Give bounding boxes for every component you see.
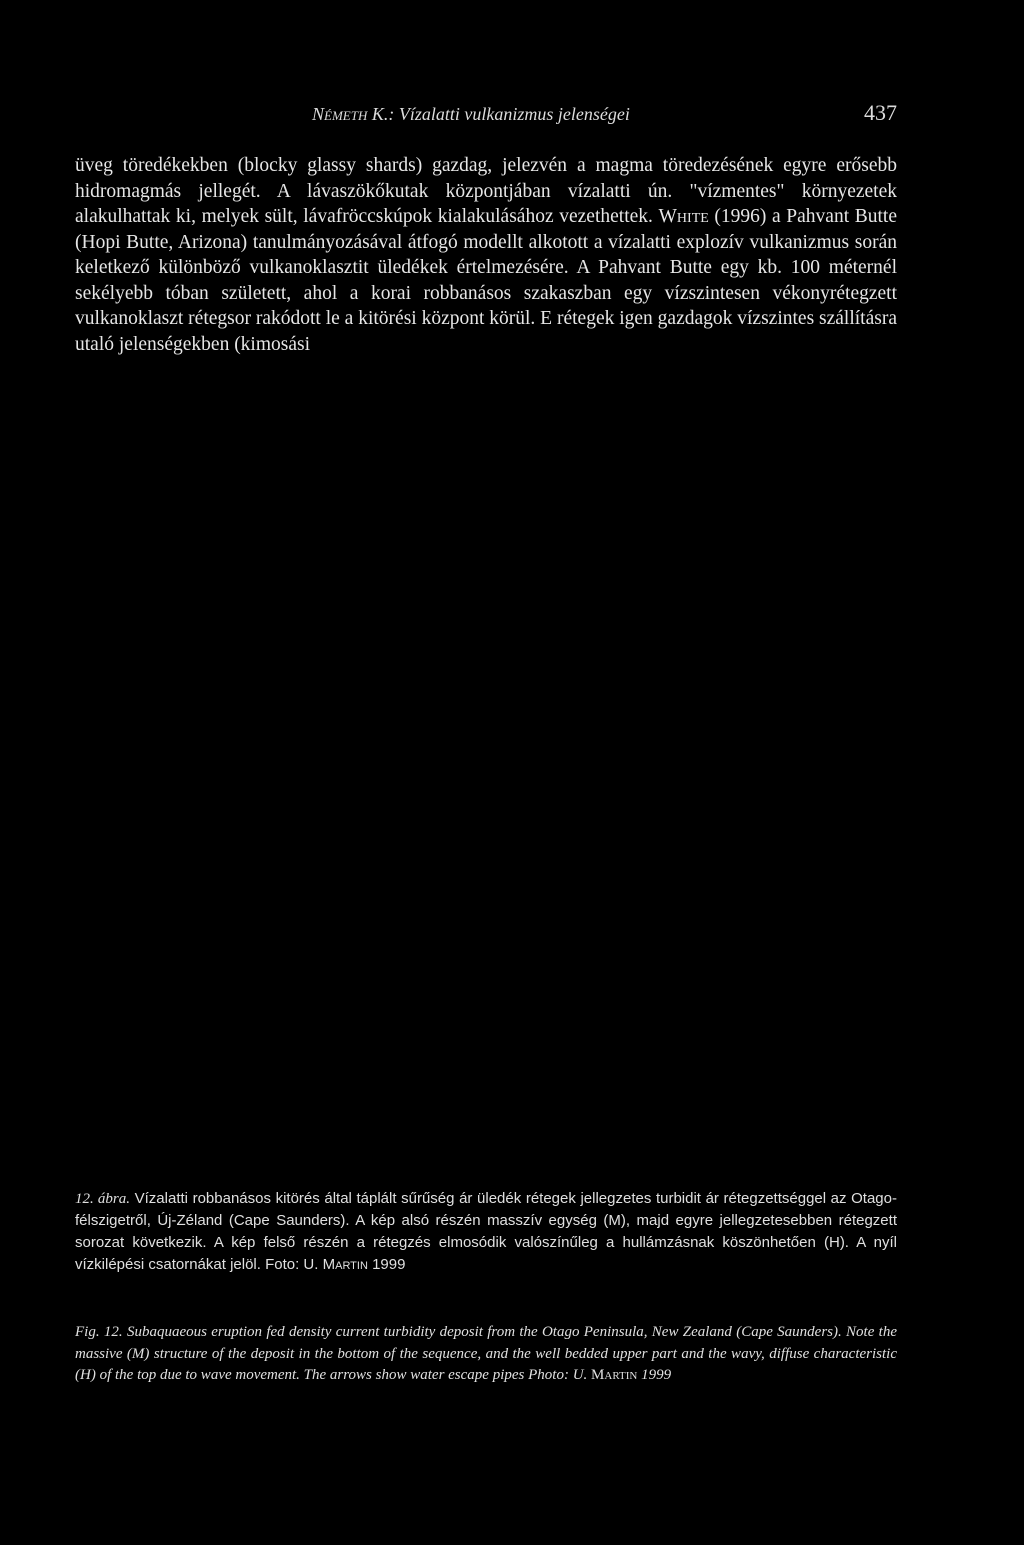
figure-caption-english bbox=[75, 1322, 897, 1387]
figure-label-en: Fig. 12. bbox=[75, 1324, 123, 1340]
page-number: 437 bbox=[864, 100, 897, 125]
running-header bbox=[312, 100, 897, 130]
figure-label-hu: 12. ábra. bbox=[75, 1191, 131, 1207]
author-surname: émeth bbox=[324, 104, 368, 124]
caption-text-hu: Vízalatti robbanásos kitörés által táplált sűrűség ár üledék rétegek jellegzetes turbidit ár rétegzettséggel az Otago-félszigetről, Új-Zéland (Cape Saunders). A kép alsó részén masszív egység (M), majd egyre jellegzetesebben rétegzett sorozat következik. A kép felső részén a rétegzés elmosódik valószínűleg a hullámzásnak köszönhetően (H). A nyíl vízkilépési csatornákat jelöl. Foto: U. bbox=[75, 1190, 897, 1273]
body-paragraph bbox=[75, 153, 897, 357]
author-initial: N bbox=[312, 104, 325, 124]
body-text-part2: (1996) a Pahvant Butte (Hopi Butte, Arizona) tanulmányozásával átfogó modellt alkotott a vízalatti explozív vulkanizmus során keletkező különböző vulkanoklasztit üledékek értelmezésére. A Pahvant Butte egy kb. 100 méternél sekélyebb tóban született, ahol a korai robbanásos szakaszban egy vízszintesen vékonyrétegzett vulkanoklaszt rétegsor rakódott le a kitörési központ körül. E rétegek igen gazdagok vízszintes szállításra utaló jelenségekben (kimosási bbox=[75, 206, 897, 355]
credit-year-en: 1999 bbox=[637, 1367, 672, 1383]
photo-credit-en: Martin bbox=[591, 1367, 638, 1383]
credit-year-hu: 1999 bbox=[367, 1256, 406, 1273]
photo-credit-hu: Martin bbox=[322, 1256, 368, 1273]
citation-author: White bbox=[658, 206, 709, 227]
figure-caption-hungarian bbox=[75, 1188, 897, 1276]
figure-photo bbox=[75, 430, 897, 1160]
running-title bbox=[312, 104, 630, 125]
author-separator: K.: bbox=[367, 104, 399, 124]
article-title: Vízalatti vulkanizmus jelenségei bbox=[398, 104, 630, 124]
body-text-part1: üveg töredékekben (blocky glassy shards) gazdag, jelezvén a magma töredezésének egyre erősebb hidromagmás jellegét. A lávaszökőkutak központjában vízalatti ún. "vízmentes" környezetek alakulhattak ki, melyek sült, lávafröccskúpok kialakulásához vezethettek. bbox=[75, 155, 897, 227]
caption-text-en: Subaquaeous eruption fed density current turbidity deposit from the Otago Peninsula, New Zealand (Cape Saunders). Note the massive (M) structure of the deposit in the bottom of the sequence, and the well bedded upper part and the wavy, diffuse characteristic (H) of the top due to wave movement. The arrows show water escape pipes Photo: U. bbox=[75, 1324, 897, 1383]
